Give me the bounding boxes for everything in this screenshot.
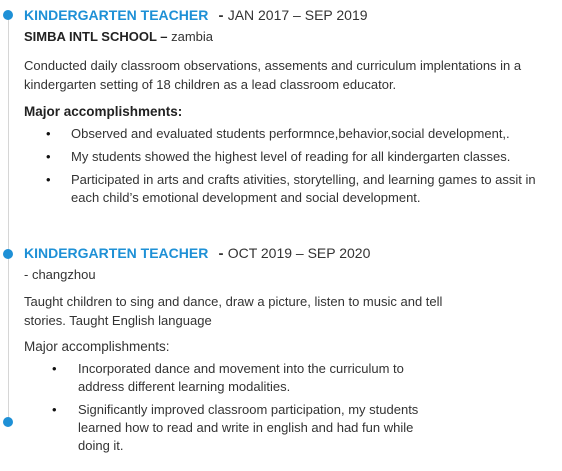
job-title: KINDERGARTEN TEACHER <box>24 7 209 23</box>
list-item <box>24 125 541 143</box>
title-separator: - <box>218 7 224 24</box>
accomplishment-text: My students showed the highest level of reading for all kindergarten classes. <box>71 149 511 164</box>
accomplishments-heading: Major accomplishments: <box>24 339 170 354</box>
job-description: Conducted daily classroom observations, assements and curriculum implentations in a kindergarten setting of 18 children as a lead classroom educator. <box>24 58 522 92</box>
timeline-dot <box>3 417 13 427</box>
company-line <box>24 28 554 46</box>
accomplishment-text: Observed and evaluated students performnce,behavior,social development,. <box>71 126 510 141</box>
accomplishments-list <box>24 360 554 455</box>
list-item <box>24 360 448 396</box>
title-separator: - <box>218 245 224 262</box>
entry-header <box>24 5 554 26</box>
accomplishment-text: Participated in arts and crafts ativities, storytelling, and learning games to assit in each child’s emotional development and social development. <box>71 172 536 205</box>
accomplishment-text: Significantly improved classroom participation, my students learned how to read and write in english and had fun while doing it. <box>78 402 419 453</box>
bullet-icon: • <box>46 149 51 164</box>
company-line <box>24 266 554 284</box>
accomplishments-heading: Major accomplishments: <box>24 104 183 119</box>
list-item <box>24 401 448 455</box>
employment-dates: JAN 2017 – SEP 2019 <box>227 7 368 23</box>
bullet-icon: • <box>46 126 51 141</box>
list-item <box>24 171 541 207</box>
experience-entry <box>24 5 554 212</box>
job-description: Taught children to sing and dance, draw a picture, listen to music and tell stories. Taught English language <box>24 294 443 328</box>
entry-header <box>24 243 554 264</box>
list-item <box>24 148 541 166</box>
job-title: KINDERGARTEN TEACHER <box>24 245 209 261</box>
experience-entry <box>24 243 554 460</box>
company-location: zambia <box>171 29 214 44</box>
company-location: - changzhou <box>24 267 96 282</box>
accomplishments-list <box>24 125 554 207</box>
bullet-icon: • <box>52 402 57 417</box>
bullet-icon: • <box>46 172 51 187</box>
employment-dates: OCT 2019 – SEP 2020 <box>227 245 371 261</box>
bullet-icon: • <box>52 361 57 376</box>
timeline-dot <box>3 249 13 259</box>
accomplishment-text: Incorporated dance and movement into the curriculum to address different learning modalities. <box>78 361 404 394</box>
company-name: SIMBA INTL SCHOOL – <box>24 29 168 44</box>
timeline-dot <box>3 10 13 20</box>
timeline-line <box>8 14 9 422</box>
